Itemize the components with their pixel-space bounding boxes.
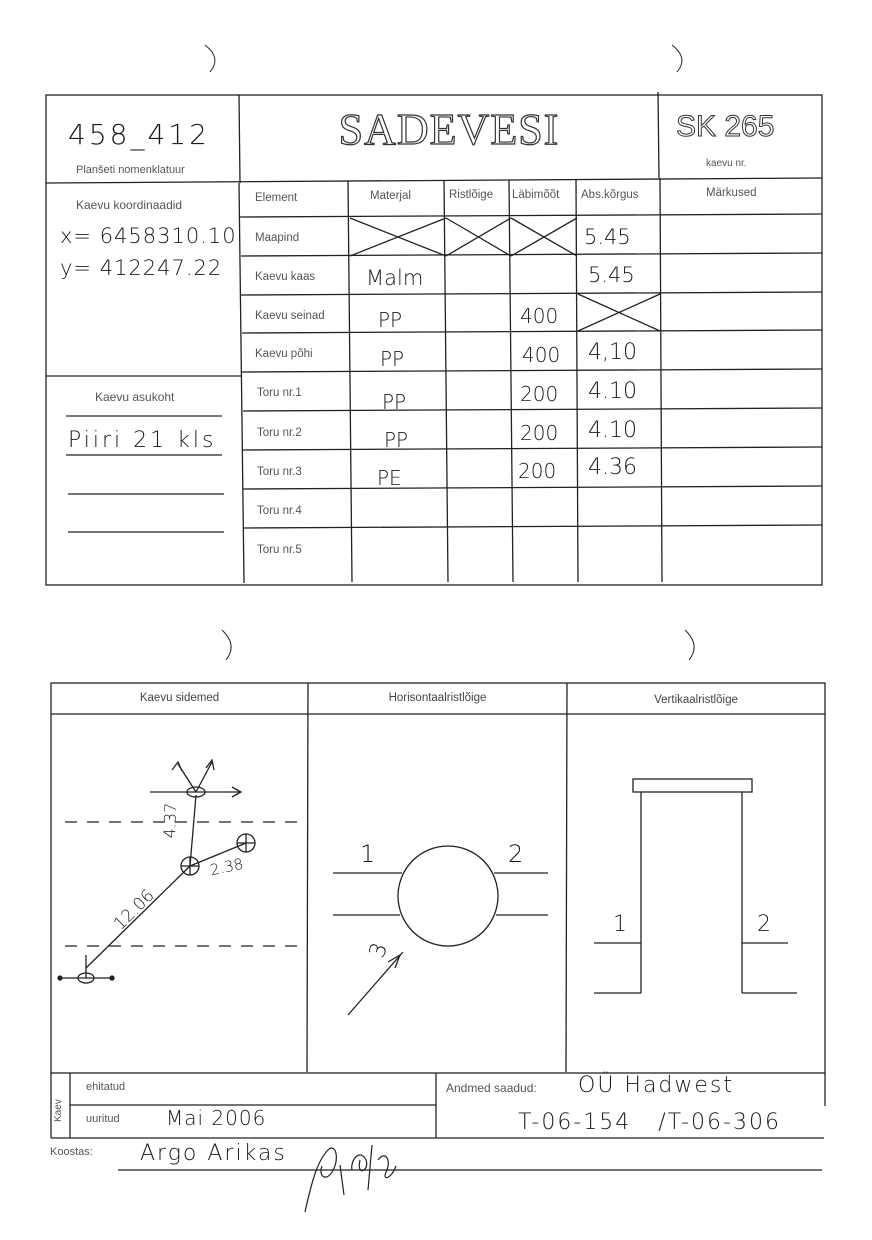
row-height: 5.45 <box>584 225 631 249</box>
row-height: 4.10 <box>588 418 637 443</box>
row-element: Toru nr.1 <box>257 387 302 399</box>
row-element: Toru nr.3 <box>257 466 302 478</box>
row-material: PP <box>384 428 409 452</box>
row-diameter: 400 <box>522 343 561 367</box>
dim-label: 2.38 <box>208 854 245 880</box>
row-material: PP <box>380 347 405 371</box>
built-label: ehitatud <box>86 1081 126 1093</box>
row-material: Malm <box>366 266 424 290</box>
well-id: SK 265 <box>676 110 775 143</box>
col-header-crosssection: Ristlõige <box>449 189 494 201</box>
coords-label: Kaevu koordinaadid <box>76 198 183 212</box>
surveyed-label: uuritud <box>86 1113 120 1125</box>
row-height: 4.10 <box>588 379 637 404</box>
row-element: Kaevu põhi <box>255 348 313 360</box>
row-element: Toru nr.2 <box>257 427 302 439</box>
plan-number: 458_412 <box>68 118 210 151</box>
well-label: kaevu nr. <box>706 158 747 169</box>
row-diameter: 200 <box>518 459 557 483</box>
row-element: Toru nr.5 <box>257 544 302 556</box>
row-material: PP <box>378 308 403 332</box>
col-header-notes: Märkused <box>706 187 757 199</box>
row-height: 4,10 <box>588 340 637 365</box>
pipe-label: 1 <box>613 912 627 937</box>
coord-y: y= 412247.22 <box>60 256 223 280</box>
ties-header: Kaevu sidemed <box>139 692 220 704</box>
row-material: PE <box>377 466 402 490</box>
doc-numbers: T-06-154 /T-06-306 <box>518 1110 781 1135</box>
data-value: OÜ Hadwest <box>578 1073 735 1098</box>
row-diameter: 400 <box>520 304 559 328</box>
data-label: Andmed saadud: <box>446 1081 537 1095</box>
compiled-label: Koostas: <box>50 1146 93 1158</box>
pipe-label: 2 <box>757 912 771 937</box>
side-label: Kaev <box>53 1099 64 1122</box>
plan-label: Planšeti nomenklatuur <box>76 164 185 176</box>
pipe-label: 3 <box>364 939 394 962</box>
row-element: Kaevu seinad <box>255 310 325 322</box>
row-diameter: 200 <box>520 421 559 445</box>
dim-label: 12.06 <box>110 885 159 935</box>
signature <box>395 1143 398 1144</box>
row-element: Toru nr.4 <box>257 505 302 517</box>
row-element: Kaevu kaas <box>255 271 316 283</box>
row-diameter: 200 <box>520 382 559 406</box>
row-height: 4.36 <box>588 455 637 480</box>
row-height: 5.45 <box>588 263 635 287</box>
col-header-element: Element <box>255 192 298 204</box>
page-title: SADEVESI <box>338 105 560 154</box>
row-material: PP <box>382 390 407 414</box>
dim-label: 4.37 <box>160 802 181 839</box>
col-header-height: Abs.kõrgus <box>581 189 639 201</box>
pipe-label: 1 <box>360 840 376 868</box>
vertical-header: Vertikaalristlõige <box>654 694 738 706</box>
row-element: Maapind <box>255 232 300 244</box>
location-value: Piiri 21 kls <box>68 428 217 453</box>
col-header-diameter: Läbimõõt <box>512 189 560 201</box>
pipe-label: 2 <box>508 840 524 868</box>
horizontal-header: Horisontaalristlõige <box>388 692 487 704</box>
location-label: Kaevu asukoht <box>95 390 175 404</box>
col-header-material: Materjal <box>370 190 411 202</box>
coord-x: x= 6458310.10 <box>60 224 237 248</box>
surveyed-value: Mai 2006 <box>166 1106 267 1130</box>
compiled-value: Argo Arikas <box>140 1141 287 1166</box>
